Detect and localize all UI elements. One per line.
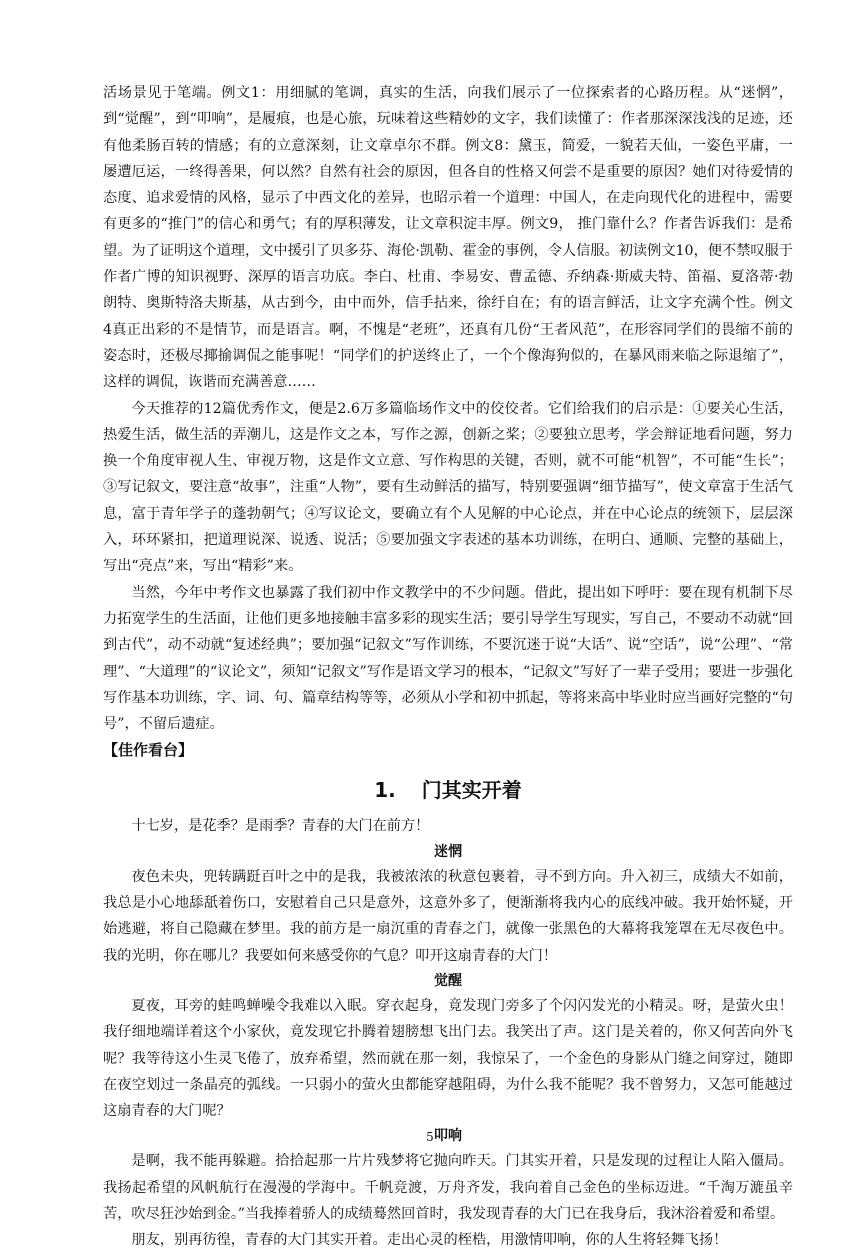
body-paragraph-1: 活场景见于笔端。例文1：用细腻的笔调，真实的生活，向我们展示了一位探索者的心路历程。从“迷惘”，到“觉醒”，到“叩响”，是履痕，也是心旅，玩味着这些精妙的文字，我们读懂了：作者那深深浅浅的足迹，还有他柔肠百转的情感；有的立意深刻，让文章卓尔不群。例文8：黛玉，简爱，一貌若天仙，一姿色平庸，一屡遭厄运，一终得善果，何以然？自然有社会的原因，但各自的性格又何尝不是重要的原因？她们对待爱情的态度、追求爱情的风格，显示了中西文化的差异，也昭示着一个道理：中国人，在走向现代化的进程中，需要有更多的“推门”的信心和勇气；有的厚积薄发，让文章积淀丰厚。例文9， 推门靠什么？作者告诉我们：是希望。为了证明这个道理，文中援引了贝多芬、海伦·凯勒、霍金的事例，令人信服。初读例文10，便不禁叹服于作者广博的知识视野、深厚的语言功底。李白、杜甫、李易安、曹孟德、乔纳森·斯威夫特、笛福、夏洛蒂·勃朗特、奥斯特洛夫斯基，从古到今，由中而外，信手拈来，徐纡自在；有的语言鲜活，让文字充满个性。例文4真正出彩的不是情节，而是语言。啊，不愧是“老班”，还真有几份“王者风范”，在形容同学们的畏缩不前的姿态时，还极尽揶揄调侃之能事呢！“同学们的护送终止了，一个个像海狗似的，在暴风雨来临之际退缩了”，这样的调侃，诙谐而充满善意…… xyxy=(103,85,793,391)
page-number: 5 xyxy=(426,1130,434,1144)
section-heading: 【佳作看台】 xyxy=(103,741,194,760)
body-paragraph-3: 当然，今年中考作文也暴露了我们初中作文教学中的不少问题。借此，提出如下呼吁：要在现有机制下尽力拓宽学生的生活面，让他们更多地接触丰富多彩的现实生活；要引导学生写现实，写自己，不要动不动就“回到古代”，动不动就“复述经典”；要加强“记叙文”写作训练，不要沉迷于说“大话”、说“空话”，说“公理”、“常理”、“大道理”的“议论文”，须知“记叙文”写作是语文学习的根本，“记叙文”写好了一辈子受用；要进一步强化写作基本功训练，字、词、句、篇章结构等等，必须从小学和初中抓起，等将来高中毕业时应当画好完整的“句号”，不留后遗症。 xyxy=(103,584,793,733)
essay-title-text: 门其实开着 xyxy=(421,778,522,803)
part-text-1: 夜色未央，兜转蹒跹百叶之中的是我，我被浓浓的秋意包裹着，寻不到方向。升入初三，成绩大不如前，我总是小心地舔舐着伤口，安慰着自己只是意外，这意外多了，便渐渐将我内心的底线冲破。我开始怀疑，开始逃避，将自己隐藏在梦里。我的前方是一扇沉重的青春之门，就像一张黑色的大幕将我笼罩在无尽夜色中。我的光明，你在哪儿？我要如何来感受你的气息？叩开这扇青春的大门！ xyxy=(103,868,793,964)
document-page xyxy=(103,80,793,1254)
essay-number: 1. xyxy=(374,778,396,803)
part-heading-2: 觉醒 xyxy=(434,972,462,989)
part-heading-1: 迷惘 xyxy=(434,843,462,860)
body-paragraph-2: 今天推荐的12篇优秀作文，便是2.6万多篇临场作文中的佼佼者。它们给我们的启示是：①要关心生活，热爱生活，做生活的弄潮儿，这是作文之本，写作之源，创新之桨；②要独立思考，学会辩证地看问题，努力换一个角度审视人生、审视万物，这是作文立意、写作构思的关键，否则，就不可能“机智”，不可能“生长”；③写记叙文，要注意“故事”，注重“人物”，要有生动鲜活的描写，特别要强调“细节描写”，使文章富于生活气息，富于青年学子的蓬勃朝气；④写议论文，要确立有个人见解的中心论点，并在中心论点的统领下，层层深入，环环紧扣，把道理说深、说透、说活；⑤要加强文字表述的基本功训练，在明白、通顺、完整的基础上，写出“亮点”来，写出“精彩”来。 xyxy=(103,400,793,575)
essay-closing: 朋友，别再彷徨，青春的大门其实开着。走出心灵的桎梏，用激情叩响，你的人生将轻舞飞扬！ xyxy=(131,1232,728,1249)
part-text-3: 是啊，我不能再躲避。拾拾起那一片片残梦将它抛向昨天。门其实开着，只是发现的过程让人陷入僵局。我扬起希望的风帆航行在漫漫的学海中。千帆竞渡，万舟齐发，我向着自己金色的坐标迈进。“千淘万漉虽辛苦，吹尽狂沙始到金。”当我捧着骄人的成绩蓦然回首时，我发现青春的大门已在我身后，我沐浴着爱和希望。 xyxy=(103,1153,793,1222)
part-text-2: 夏夜，耳旁的蛙鸣蝉噪令我难以入眠。穿衣起身，竟发现门旁多了个闪闪发光的小精灵。呀，是萤火虫！我仔细地端详着这个小家伙，竟发现它扑腾着翅膀想飞出门去。我笑出了声。这门是关着的，你又何苦向外飞呢？我等待这小生灵飞倦了，放弃希望，然而就在那一刻，我惊呆了，一个金色的身影从门缝之间穿过，随即在夜空划过一条晶亮的弧线。一只弱小的萤火虫都能穿越阻碍，为什么我不能呢？我不曾努力，又怎可能越过这扇青春的大门呢？ xyxy=(103,997,793,1120)
essay-intro: 十七岁，是花季？是雨季？青春的大门在前方！ xyxy=(131,818,430,835)
essay-title xyxy=(103,775,793,805)
part-heading-3: 叩响 xyxy=(434,1128,462,1145)
